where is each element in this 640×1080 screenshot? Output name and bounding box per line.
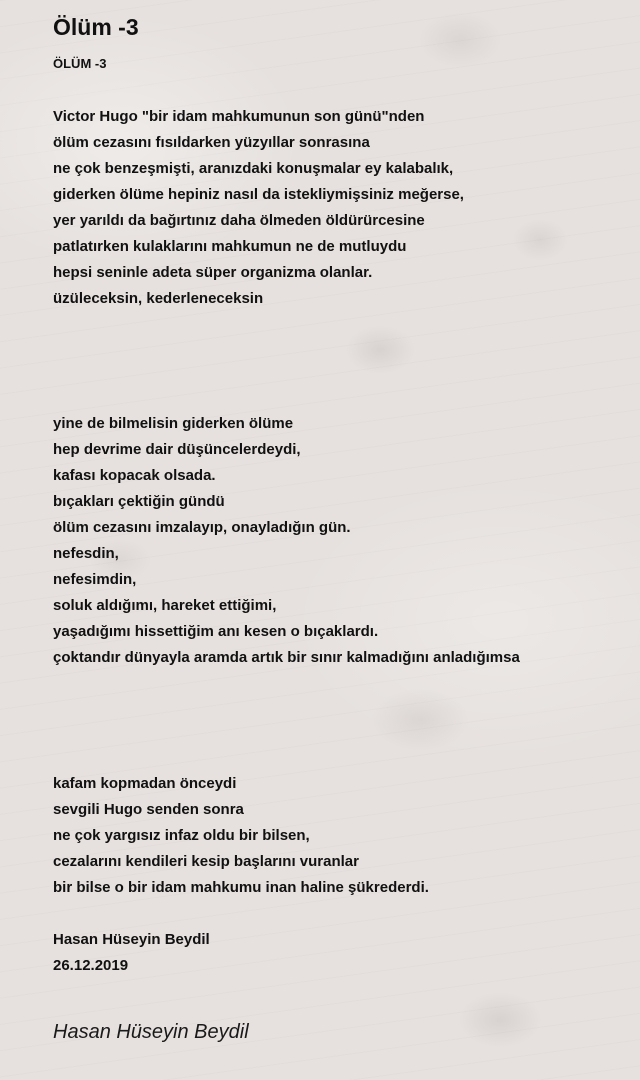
poem-line: üzüleceksin, kederleneceksin [53, 290, 264, 307]
poem-line: sevgili Hugo senden sonra [53, 801, 244, 818]
poem-line: nefesdin, [53, 545, 119, 562]
poem-line: ölüm cezasını fısıldarken yüzyıllar sonrasına [53, 134, 370, 151]
poem-line: çoktandır dünyayla aramda artık bir sınır kalmadığını anladığımsa [53, 649, 520, 666]
poem-line: ne çok benzeşmişti, aranızdaki konuşmalar ey kalabalık, [53, 160, 454, 177]
poem-line: hepsi seninle adeta süper organizma olanlar. [53, 264, 373, 281]
poem-line: yer yarıldı da bağırtınız daha ölmeden öldürürcesine [53, 212, 425, 229]
poem-line: patlatırken kulaklarını mahkumun ne de mutluydu [53, 238, 407, 255]
poem-line: ne çok yargısız infaz oldu bir bilsen, [53, 827, 310, 844]
stanza-2 [53, 411, 520, 671]
poem-line: kafası kopacak olsada. [53, 467, 216, 484]
poem-subtitle: ÖLÜM -3 [53, 56, 107, 71]
stanza-3 [53, 771, 429, 901]
poem-signature [53, 927, 210, 979]
poem-line: bıçakları çektiğin gündü [53, 493, 225, 510]
poem-line: bir bilse o bir idam mahkumu inan haline şükrederdi. [53, 879, 429, 896]
poem-title: Ölüm -3 [53, 14, 139, 40]
poem-line: nefesimdin, [53, 571, 137, 588]
author-footer: Hasan Hüseyin Beydil [53, 1021, 249, 1043]
poem-line: giderken ölüme hepiniz nasıl da istekliymişsiniz meğerse, [53, 186, 464, 203]
poem-line: ölüm cezasını imzalayıp, onayladığın gün. [53, 519, 351, 536]
signature-name: Hasan Hüseyin Beydil [53, 931, 210, 948]
poem-line: cezalarını kendileri kesip başlarını vuranlar [53, 853, 359, 870]
poem-line: yaşadığımı hissettiğim anı kesen o bıçaklardı. [53, 623, 379, 640]
signature-date: 26.12.2019 [53, 957, 129, 974]
poem-line: soluk aldığımı, hareket ettiğimi, [53, 597, 277, 614]
poem-line: Victor Hugo "bir idam mahkumunun son günü"nden [53, 108, 425, 125]
poem-line: hep devrime dair düşüncelerdeydi, [53, 441, 301, 458]
poem-line: kafam kopmadan önceydi [53, 775, 237, 792]
poem-line: yine de bilmelisin giderken ölüme [53, 415, 294, 432]
stanza-1 [53, 104, 464, 312]
